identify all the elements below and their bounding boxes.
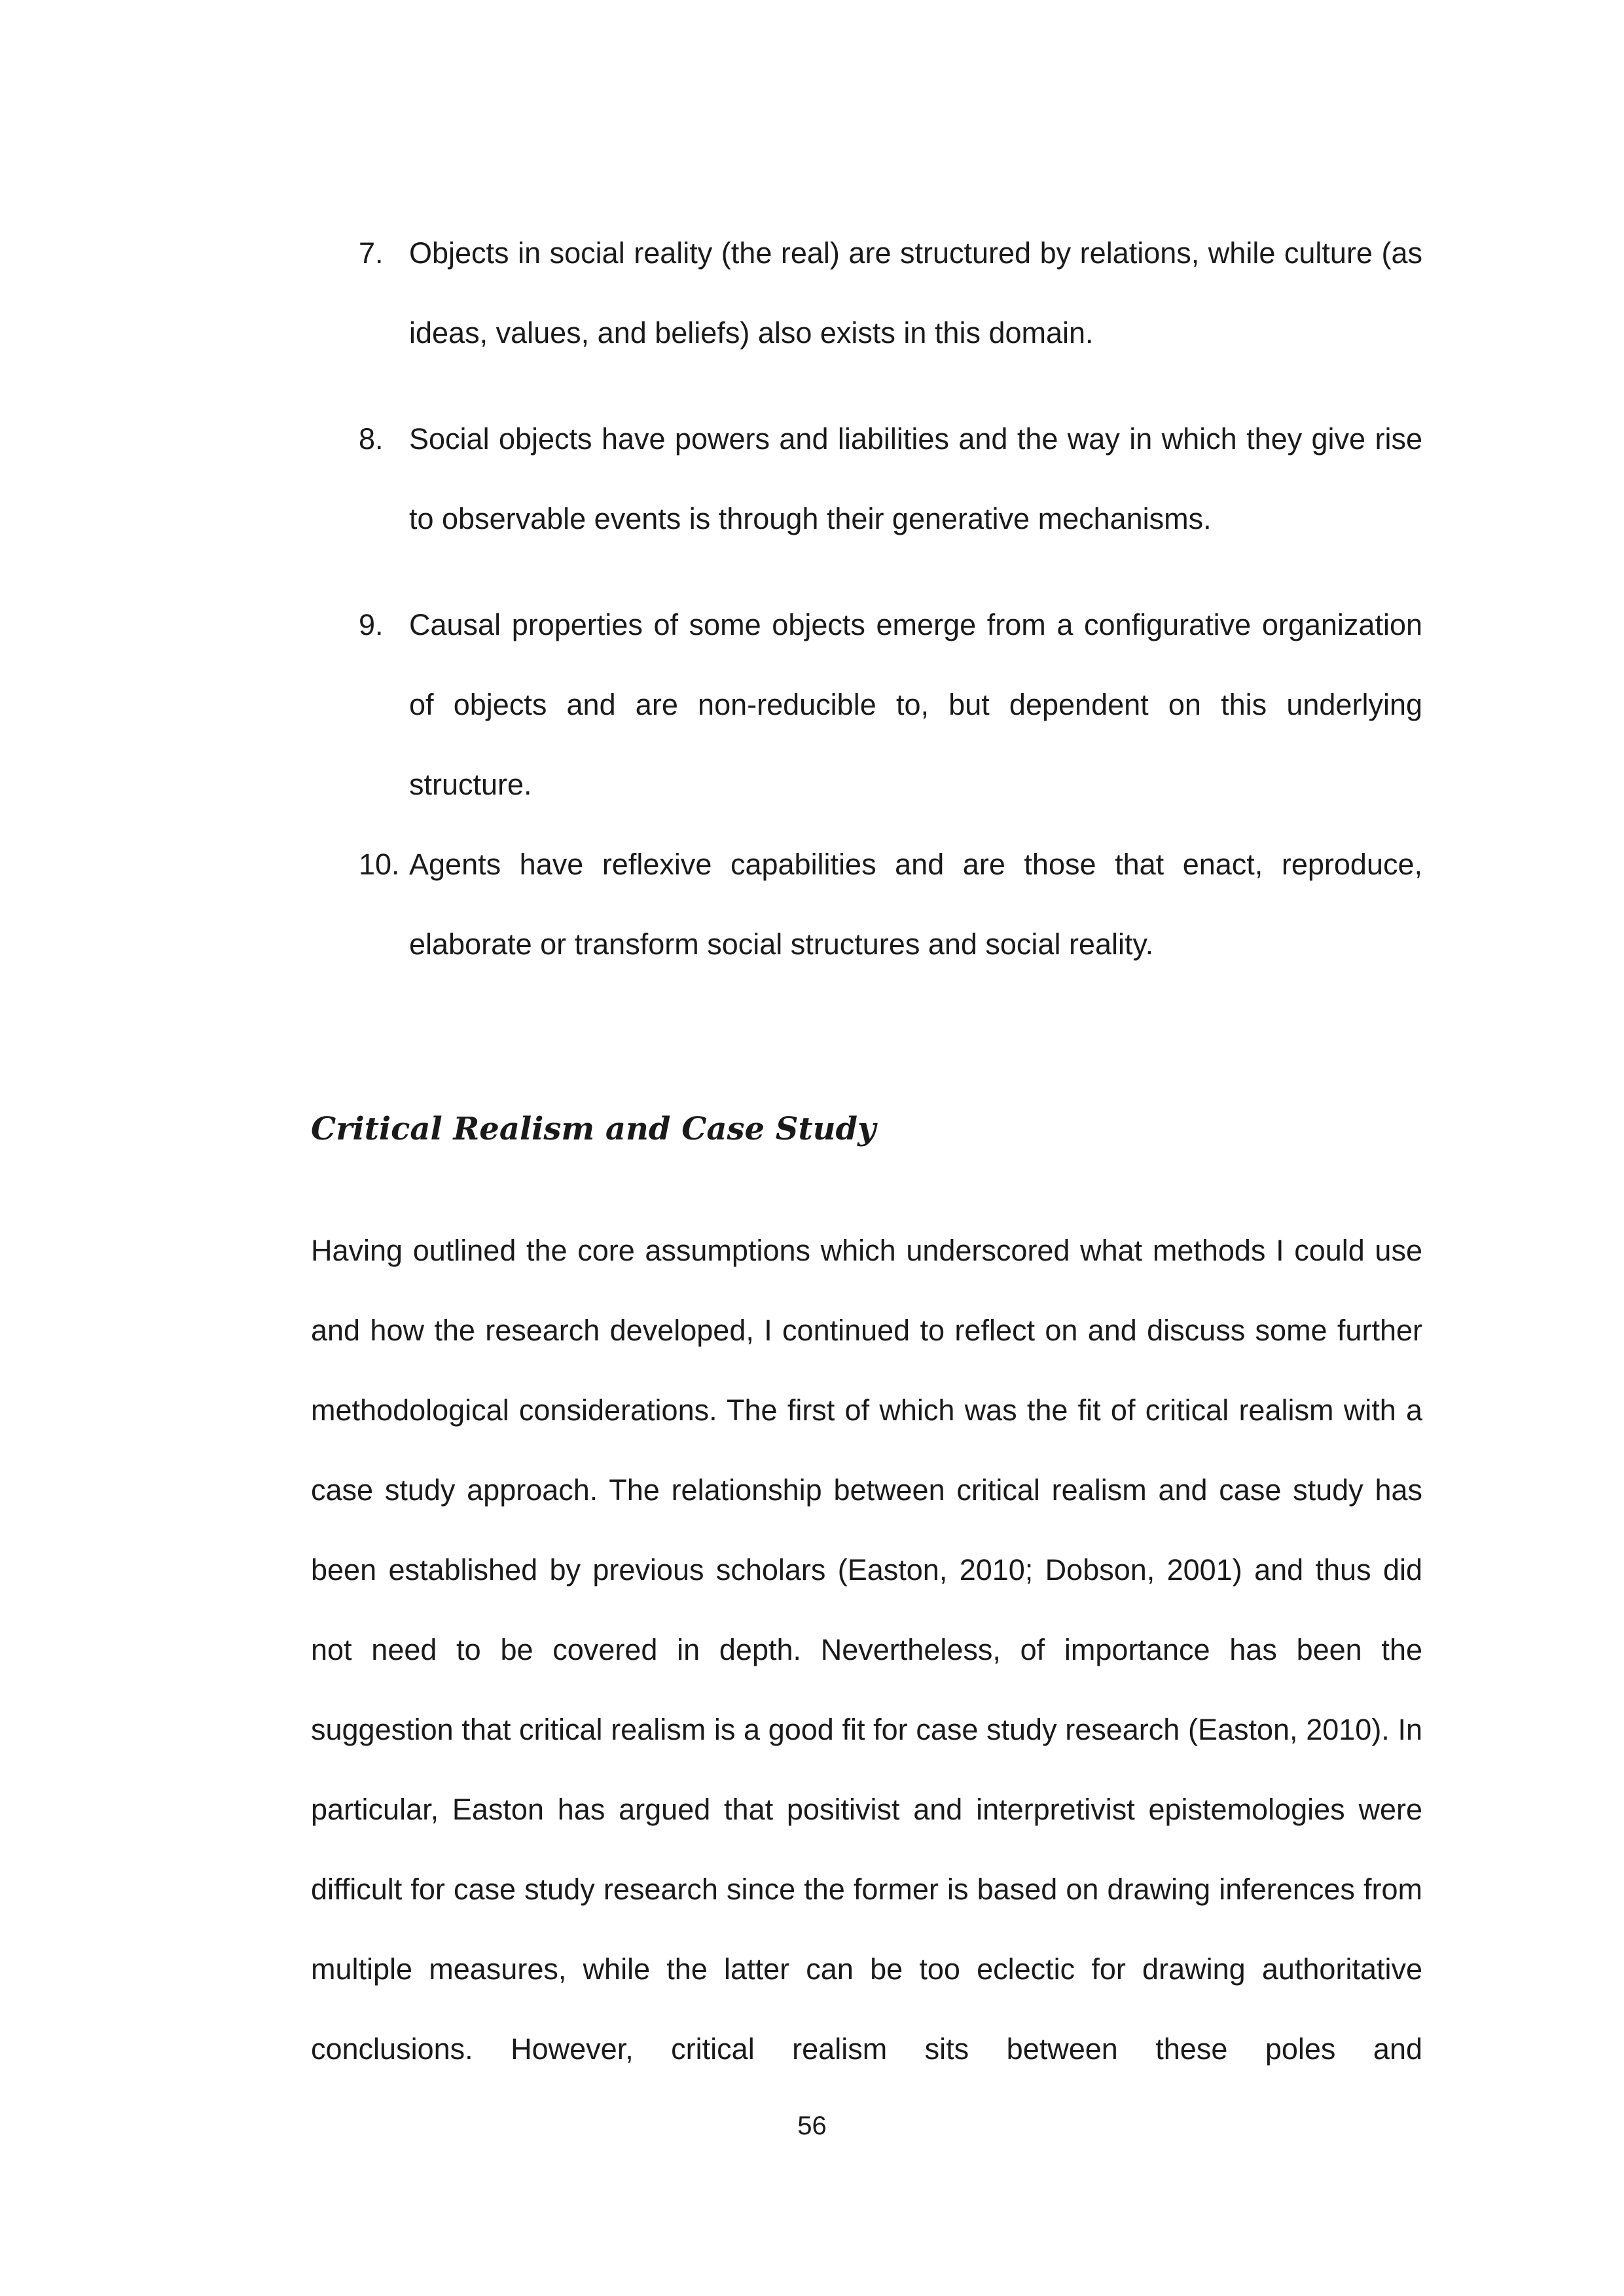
numbered-list (359, 213, 1422, 1011)
list-item-text: Social objects have powers and liabilities and the way in which they give rise to observable events is through their generative mechanisms. (409, 422, 1422, 535)
list-item-number: 9. (359, 608, 384, 641)
list-item-number: 7. (359, 236, 384, 270)
list-item (359, 585, 1422, 825)
list-item-number: 8. (359, 422, 384, 456)
list-item-text: Causal properties of some objects emerge from a configurative organization of objects and are non-reducible to, but dependent on this underlying structure. (409, 608, 1422, 801)
list-item-text: Objects in social reality (the real) are structured by relations, while culture (as ideas, values, and beliefs) also exists in this domain. (409, 236, 1422, 350)
page-number: 56 (797, 2111, 827, 2140)
list-item (359, 825, 1422, 984)
list-item-text: Agents have reflexive capabilities and are those that enact, reproduce, elaborate or transform social structures and social reality. (409, 848, 1422, 961)
list-item (359, 213, 1422, 373)
list-item (359, 399, 1422, 559)
body-paragraph: Having outlined the core assumptions which underscored what methods I could use and how the research developed, I continued to reflect on and discuss some further methodological considerations. The first of which was the fit of critical realism with a case study approach. The relationship between critical realism and case study has been established by previous scholars (Easton, 2010; Dobson, 2001) and thus did not need to be covered in depth. Nevertheless, of importance has been the suggestion that critical realism is a good fit for case study research (Easton, 2010). In particular, Easton has argued that positivist and interpretivist epistemologies were difficult for case study research since the former is based on drawing inferences from multiple measures, while the latter can be too eclectic for drawing authoritative conclusions. However, critical realism sits between these poles and (311, 1234, 1422, 2066)
section-heading: Critical Realism and Case Study (311, 1111, 876, 1147)
list-item-number: 10. (359, 848, 400, 881)
